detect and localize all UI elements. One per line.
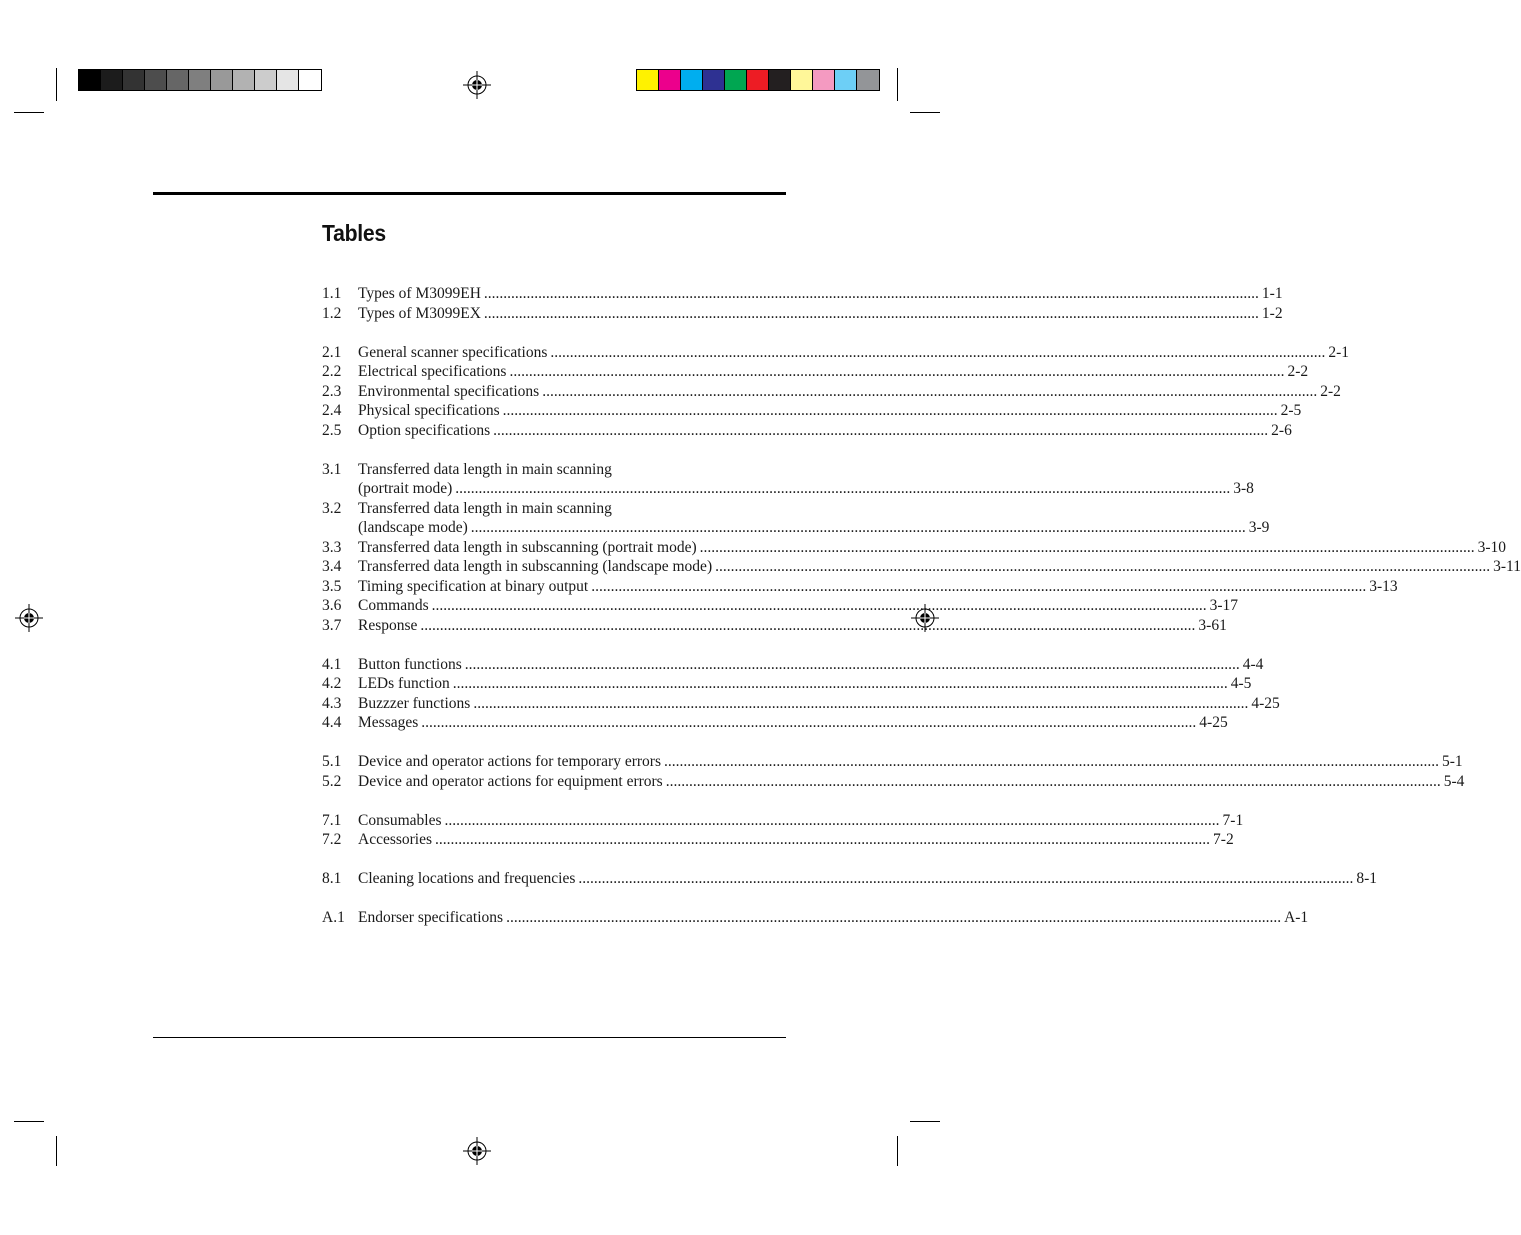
table-number: A.1 <box>322 909 345 926</box>
table-number: 3.2 <box>322 499 342 517</box>
page-number: 2-5 <box>1280 402 1302 419</box>
table-caption: Option specifications <box>358 421 491 439</box>
dot-leader: ........................................................................................................................................................................................................ <box>550 343 1326 361</box>
crop-mark-top-right-h <box>910 112 940 113</box>
list-item[interactable] <box>322 382 1341 402</box>
table-number: 3.3 <box>322 538 342 556</box>
dot-leader: ........................................................................................................................................................................................................ <box>470 519 1246 536</box>
table-number: 3.5 <box>322 577 342 595</box>
registration-mark-bottom-icon <box>463 1137 491 1165</box>
crop-mark-bottom-right-v <box>897 1136 898 1166</box>
dot-leader: ........................................................................................................................................................................................................ <box>578 870 1354 887</box>
crop-mark-bottom-left-v <box>56 1136 57 1166</box>
color-swatch <box>791 70 813 90</box>
gray-swatch <box>145 70 167 90</box>
list-item[interactable] <box>322 752 1463 772</box>
table-caption: General scanner specifications <box>358 343 548 361</box>
list-item[interactable] <box>322 362 1309 382</box>
list-item[interactable] <box>322 401 1302 421</box>
list-item[interactable] <box>322 421 1292 441</box>
page-number: 1-2 <box>1261 304 1283 322</box>
list-item[interactable] <box>322 772 1465 792</box>
list-item[interactable] <box>322 460 786 480</box>
table-caption: Endorser specifications <box>358 909 504 926</box>
footer-rule <box>153 1037 786 1038</box>
page-number: 4-4 <box>1242 655 1264 673</box>
page-number: 2-2 <box>1320 382 1341 400</box>
dot-leader: ........................................................................................................................................................................................................ <box>420 616 1196 634</box>
dot-leader: ........................................................................................................................................................................................................ <box>699 538 1475 556</box>
table-number: 4.2 <box>322 675 342 692</box>
table-number: 5.2 <box>322 772 342 790</box>
grayscale-swatch-bar <box>78 69 322 91</box>
page-number: 3-61 <box>1198 616 1227 634</box>
dot-leader: ........................................................................................................................................................................................................ <box>663 753 1439 770</box>
table-caption: Timing specification at binary output <box>358 577 589 595</box>
table-caption: Electrical specifications <box>358 363 507 380</box>
dot-leader: ........................................................................................................................................................................................................ <box>715 558 1491 575</box>
gray-swatch <box>101 70 123 90</box>
page-number: 8-1 <box>1356 870 1378 887</box>
list-item[interactable] <box>322 655 1264 675</box>
page-number: A-1 <box>1284 909 1309 926</box>
list-item[interactable] <box>322 694 1280 714</box>
list-item[interactable] <box>322 343 1350 363</box>
dot-leader: ........................................................................................................................................................................................................ <box>444 811 1220 829</box>
page-number: 7-1 <box>1222 811 1244 829</box>
dot-leader: ........................................................................................................................................................................................................ <box>493 421 1269 439</box>
page-number: 5-1 <box>1441 753 1463 770</box>
table-number: 2.3 <box>322 382 342 400</box>
gray-swatch <box>211 70 233 90</box>
dot-leader: ........................................................................................................................................................................................................ <box>435 831 1211 848</box>
page-number: 4-25 <box>1199 714 1228 731</box>
table-caption: Device and operator actions for temporary errors <box>358 753 661 770</box>
table-caption: Transferred data length in main scanning <box>358 460 612 478</box>
dot-leader: ........................................................................................................................................................................................................ <box>473 694 1249 712</box>
page-number: 4-25 <box>1251 694 1280 712</box>
list-item[interactable] <box>322 616 1227 636</box>
table-caption: Cleaning locations and frequencies <box>358 870 576 887</box>
list-item[interactable] <box>322 830 1234 850</box>
page-number: 2-2 <box>1287 363 1309 380</box>
table-caption: (portrait mode) <box>358 480 453 497</box>
dot-leader: ........................................................................................................................................................................................................ <box>452 675 1228 692</box>
table-caption: Types of M3099EH <box>358 285 481 302</box>
dot-leader: ........................................................................................................................................................................................................ <box>665 772 1441 790</box>
dot-leader: ........................................................................................................................................................................................................ <box>464 655 1240 673</box>
page-number: 3-13 <box>1369 577 1398 595</box>
list-item[interactable] <box>322 538 1507 558</box>
page-number: 1-1 <box>1261 285 1283 302</box>
crop-mark-top-left-v <box>56 68 57 101</box>
color-swatch <box>703 70 725 90</box>
list-item[interactable] <box>322 869 1378 889</box>
registration-mark-left-icon <box>15 604 43 632</box>
page-number: 5-4 <box>1443 772 1465 790</box>
dot-leader: ........................................................................................................................................................................................................ <box>509 363 1285 380</box>
list-item[interactable] <box>322 304 1283 324</box>
crop-mark-bottom-right-h <box>910 1121 940 1122</box>
page-number: 2-6 <box>1271 421 1292 439</box>
table-caption: Physical specifications <box>358 402 500 419</box>
page-number: 3-9 <box>1248 519 1270 536</box>
dot-leader: ........................................................................................................................................................................................................ <box>502 402 1278 419</box>
dot-leader: ........................................................................................................................................................................................................ <box>483 285 1259 302</box>
gray-swatch <box>277 70 299 90</box>
page-number: 3-11 <box>1493 558 1521 575</box>
crop-mark-bottom-left-h <box>14 1121 44 1122</box>
color-swatch-bar <box>636 69 880 91</box>
table-caption: Transferred data length in main scanning <box>358 499 612 517</box>
table-number: 2.2 <box>322 363 342 380</box>
table-caption: Response <box>358 616 418 634</box>
table-number: 1.1 <box>322 285 342 302</box>
color-swatch <box>769 70 791 90</box>
color-swatch <box>857 70 879 90</box>
table-caption: Consumables <box>358 811 442 829</box>
header-rule <box>153 192 786 195</box>
table-number: 2.4 <box>322 402 342 419</box>
table-caption: Messages <box>358 714 419 731</box>
dot-leader: ........................................................................................................................................................................................................ <box>455 480 1231 497</box>
table-caption: LEDs function <box>358 675 450 692</box>
page-number: 2-1 <box>1328 343 1350 361</box>
gray-swatch <box>189 70 211 90</box>
list-item[interactable] <box>322 674 1252 694</box>
table-caption: Button functions <box>358 655 462 673</box>
list-item[interactable] <box>322 557 1521 577</box>
gray-swatch <box>233 70 255 90</box>
gray-swatch <box>255 70 277 90</box>
list-item[interactable] <box>322 499 786 519</box>
list-item[interactable] <box>322 284 1283 304</box>
table-number: 3.1 <box>322 460 342 478</box>
table-number: 3.4 <box>322 558 342 575</box>
page-number: 3-17 <box>1209 597 1239 614</box>
list-item[interactable] <box>322 596 1239 616</box>
table-caption: Transferred data length in subscanning (portrait mode) <box>358 538 697 556</box>
table-number: 1.2 <box>322 304 342 322</box>
table-number: 7.1 <box>322 811 342 829</box>
table-caption: Device and operator actions for equipment errors <box>358 772 663 790</box>
crop-mark-top-left-h <box>14 112 44 113</box>
table-number: 2.5 <box>322 421 342 439</box>
dot-leader: ........................................................................................................................................................................................................ <box>483 304 1259 322</box>
table-number: 7.2 <box>322 831 342 848</box>
table-caption: Accessories <box>358 831 433 848</box>
page-number: 7-2 <box>1213 831 1234 848</box>
dot-leader: ........................................................................................................................................................................................................ <box>506 909 1282 926</box>
table-caption: (landscape mode) <box>358 519 468 536</box>
dot-leader: ........................................................................................................................................................................................................ <box>431 597 1207 614</box>
table-number: 4.3 <box>322 694 342 712</box>
color-swatch <box>637 70 659 90</box>
registration-mark-top-icon <box>463 71 491 99</box>
page-title: Tables <box>322 220 386 246</box>
table-caption: Commands <box>358 597 429 614</box>
page-number: 4-5 <box>1230 675 1252 692</box>
page-number: 3-8 <box>1233 480 1254 497</box>
dot-leader: ........................................................................................................................................................................................................ <box>421 714 1197 731</box>
table-caption: Types of M3099EX <box>358 304 481 322</box>
table-caption: Environmental specifications <box>358 382 540 400</box>
table-number: 2.1 <box>322 343 342 361</box>
table-number: 4.1 <box>322 655 342 673</box>
gray-swatch <box>167 70 189 90</box>
list-item[interactable] <box>322 811 1244 831</box>
gray-swatch <box>79 70 101 90</box>
gray-swatch <box>299 70 321 90</box>
color-swatch <box>681 70 703 90</box>
color-swatch <box>747 70 769 90</box>
color-swatch <box>659 70 681 90</box>
gray-swatch <box>123 70 145 90</box>
crop-mark-top-right-v <box>897 68 898 101</box>
list-item[interactable] <box>322 908 1309 928</box>
list-item[interactable] <box>322 577 1398 597</box>
table-number: 3.7 <box>322 616 342 634</box>
table-number: 3.6 <box>322 597 342 614</box>
table-number: 5.1 <box>322 753 342 770</box>
table-caption: Buzzzer functions <box>358 694 471 712</box>
list-item-continuation[interactable] <box>322 479 1254 499</box>
color-swatch <box>835 70 857 90</box>
page-number: 3-10 <box>1477 538 1507 556</box>
table-number: 4.4 <box>322 714 342 731</box>
color-swatch <box>813 70 835 90</box>
list-item[interactable] <box>322 713 1228 733</box>
table-caption: Transferred data length in subscanning (landscape mode) <box>358 558 713 575</box>
table-number: 8.1 <box>322 870 342 887</box>
color-swatch <box>725 70 747 90</box>
list-item-continuation[interactable] <box>322 518 1270 538</box>
dot-leader: ........................................................................................................................................................................................................ <box>591 577 1367 595</box>
dot-leader: ........................................................................................................................................................................................................ <box>542 382 1318 400</box>
